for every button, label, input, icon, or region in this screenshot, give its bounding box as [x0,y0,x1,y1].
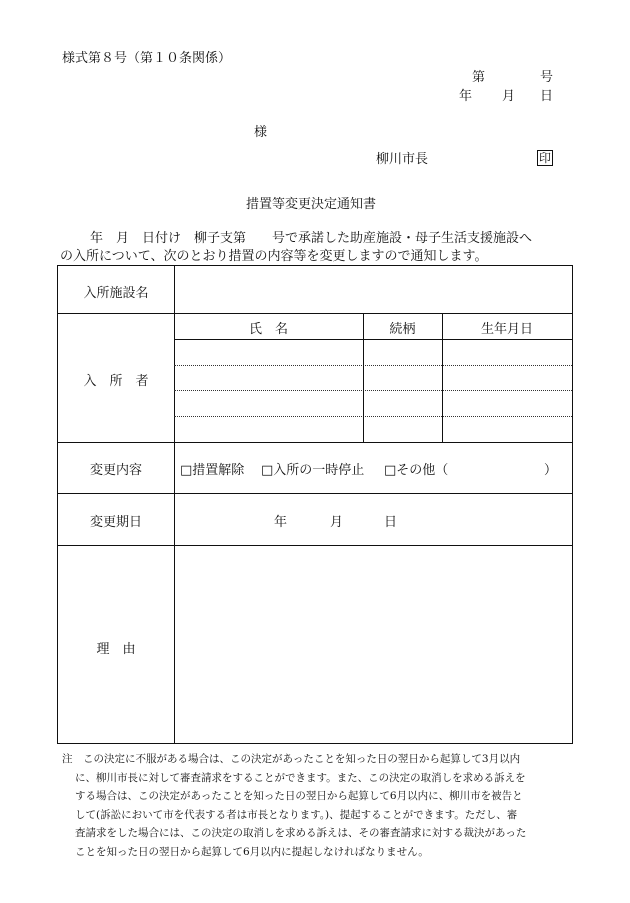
change-date-year: 年 [274,515,288,530]
note-line-2: に、柳川市長に対して審査請求をすることができます。また、この決定の取消しを求める訴えを [75,771,526,784]
intro-line-1: 年 月 日付け 柳子支第 号で承諾した助産施設・母子生活支援施設へ [90,231,533,246]
form-table [57,265,573,744]
issuer-name: 柳川市長 [376,152,429,167]
option-other-close: ） [544,463,558,478]
facility-name-label: 入所施設名 [83,286,149,301]
note-line-6: ことを知った日の翌日から起算して6月以内に提起しなければなりません。 [75,845,429,858]
row-divider [58,313,572,314]
note-line-1: 注 この決定に不服がある場合は、この決定があったことを知った日の翌日から起算して3月以内 [62,753,521,765]
date-month: 月 [502,89,516,104]
date-year: 年 [459,89,473,104]
option-temporary-suspension[interactable]: □入所の一時停止 [261,463,365,478]
row-divider [58,545,572,546]
date-day: 日 [540,89,554,104]
column-relation-header: 続柄 [389,322,416,337]
addressee-suffix: 様 [254,125,268,140]
note-line-5: 査請求をした場合には、この決定の取消しを求める訴えは、その審査請求に対する裁決があった [75,827,527,839]
intro-paragraph [60,230,580,266]
residents-row-line [174,390,572,391]
residents-row-line [174,416,572,417]
change-content-label: 変更内容 [89,463,142,478]
residents-label: 入 所 者 [83,374,149,389]
document-title: 措置等変更決定通知書 [246,197,377,212]
label-column-divider [174,266,175,743]
appeal-note [62,750,578,861]
doc-number-suffix: 号 [540,70,554,85]
change-date-label: 変更期日 [89,515,142,530]
residents-row-line [174,365,572,366]
intro-line-2: の入所について、次のとおり措置の内容等を変更しますので通知します。 [60,249,488,264]
column-name-header: 氏 名 [248,322,288,337]
seal-mark [537,147,553,166]
column-birthdate-header: 生年月日 [480,322,533,337]
row-divider [58,493,572,494]
seal-text: 印 [539,151,552,165]
note-line-3: する場合は、この決定があったことを知った日の翌日から起算して6月以内に、柳川市を被告と [75,790,523,802]
change-date-day: 日 [384,515,398,530]
change-date-month: 月 [330,515,344,530]
option-measure-cancel[interactable]: □措置解除 [180,463,245,478]
row-divider [58,442,572,443]
option-other[interactable]: □その他（ [384,463,449,478]
note-line-4: して(訴訟において市を代表する者は市長となります。)、提起することができます。ただし、審 [75,808,518,821]
doc-number-prefix: 第 [472,70,486,85]
form-number: 様式第８号（第１０条関係） [62,51,232,66]
reason-label: 理 由 [96,642,136,657]
residents-header-divider [174,339,572,340]
